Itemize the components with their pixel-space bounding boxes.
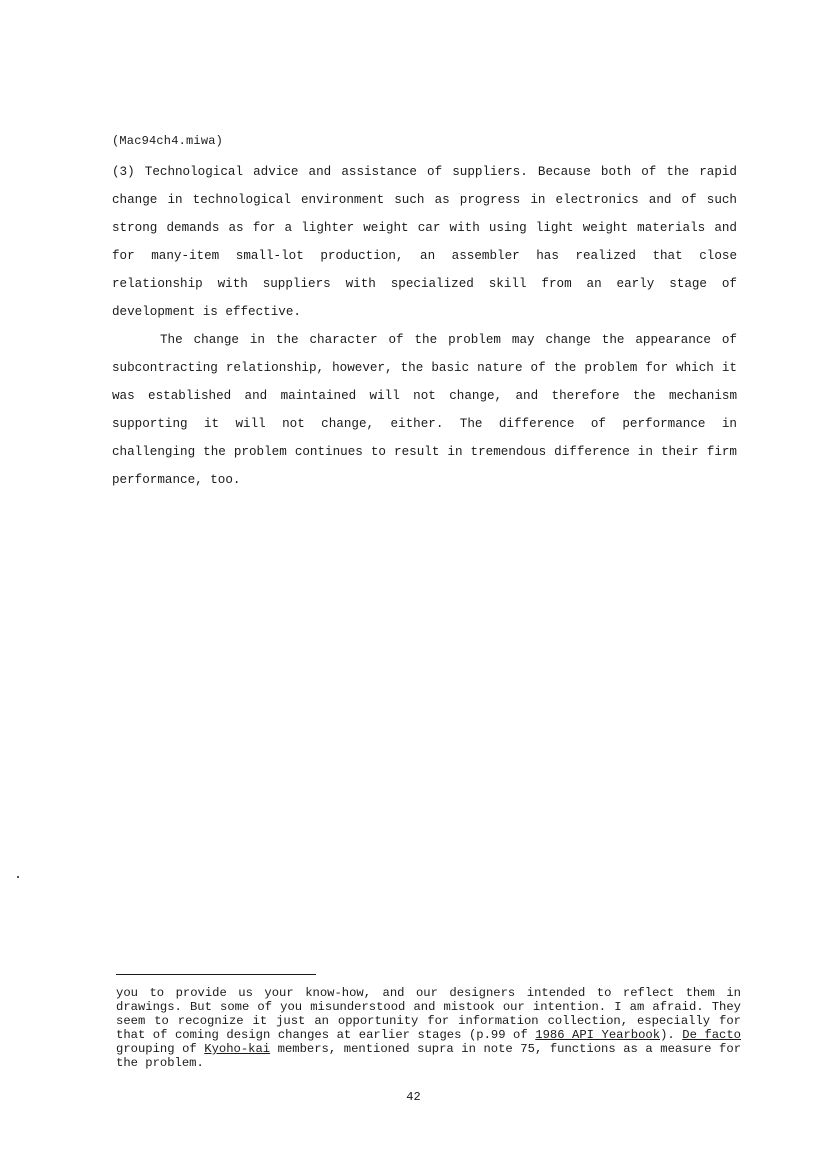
- footnote-text-2: ).: [660, 1028, 683, 1042]
- footnote-ref-de-facto: De facto: [682, 1028, 741, 1042]
- footnote-ref-kyoho-kai: Kyoho-kai: [204, 1042, 271, 1056]
- footnote-separator: [116, 974, 316, 975]
- footnote-text-4: members, mentioned supra in note 75, functions as a measure for the problem.: [116, 1042, 742, 1070]
- paragraph-change-in-character: The change in the character of the problem may change the appearance of subcontracting relationship, however, the basic nature of the problem for which it was established and maintained will not change, and therefore the mechanism supporting it will not change, either. The difference of performance in challenging the problem continues to result in tremendous difference in their firm performance, too.: [112, 333, 737, 487]
- scan-speck: [17, 876, 19, 878]
- footnote-ref-yearbook: 1986 API Yearbook: [535, 1028, 661, 1042]
- footnote-text-3: grouping of: [116, 1042, 205, 1056]
- footnote-text-1: you to provide us your know-how, and our designers intended to reflect them in drawings. But some of you misunderstood and mistook our intention. I am afraid. They seem to recognize it just an opportunity for information collection, especially for that of coming design changes at earlier stages (p.99 of: [116, 986, 741, 1042]
- body-text: [112, 158, 737, 494]
- page-number: 42: [406, 1090, 421, 1104]
- footnote: [116, 986, 741, 1070]
- file-tag: (Mac94ch4.miwa): [112, 134, 224, 148]
- paragraph-technological-advice: (3) Technological advice and assistance of suppliers. Because both of the rapid change in technological environment such as progress in electronics and of such strong demands as for a lighter weight car with using light weight materials and for many-item small-lot production, an assembler has realized that close relationship with suppliers with specialized skill from an early stage of development is effective.: [112, 165, 737, 319]
